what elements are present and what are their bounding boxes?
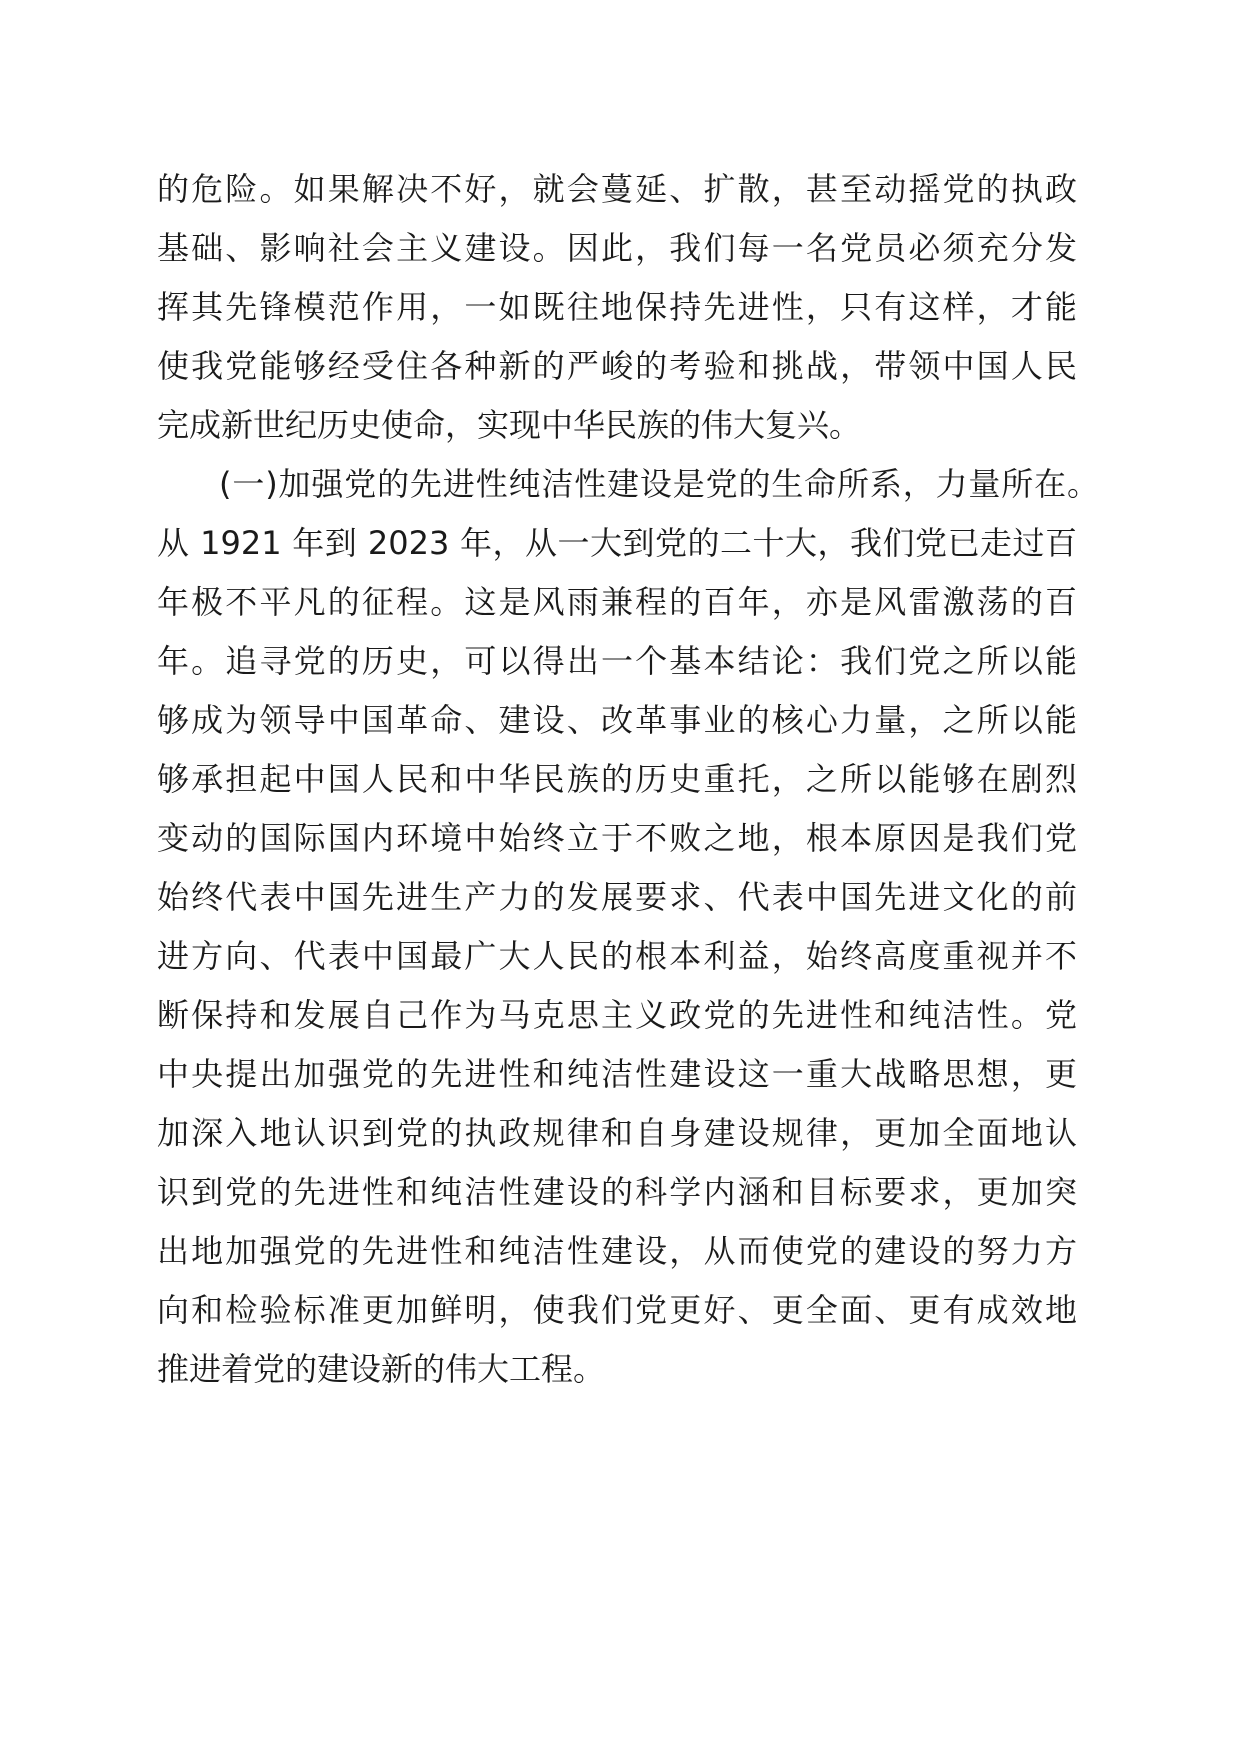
text-line: 断保持和发展自己作为马克思主义政党的先进性和纯洁性。党 xyxy=(157,996,1077,1034)
text-line: 够承担起中国人民和中华民族的历史重托，之所以能够在剧烈 xyxy=(157,760,1077,798)
text-line: 始终代表中国先进生产力的发展要求、代表中国先进文化的前 xyxy=(157,878,1077,916)
text-line: 挥其先锋模范作用，一如既往地保持先进性，只有这样，才能 xyxy=(157,288,1077,326)
section-heading-line: (一)加强党的先进性纯洁性建设是党的生命所系，力量所在。 xyxy=(219,465,1099,503)
text-line: 完成新世纪历史使命，实现中华民族的伟大复兴。 xyxy=(157,406,862,444)
text-line: 识到党的先进性和纯洁性建设的科学内涵和目标要求，更加突 xyxy=(157,1173,1077,1211)
text-line: 加深入地认识到党的执政规律和自身建设规律，更加全面地认 xyxy=(157,1114,1077,1152)
text-line: 向和检验标准更加鲜明，使我们党更好、更全面、更有成效地 xyxy=(157,1291,1077,1329)
text-line: 够成为领导中国革命、建设、改革事业的核心力量，之所以能 xyxy=(157,701,1077,739)
text-line: 使我党能够经受住各种新的严峻的考验和挑战，带领中国人民 xyxy=(157,347,1077,385)
text-line: 进方向、代表中国最广大人民的根本利益，始终高度重视并不 xyxy=(157,937,1077,975)
text-line: 基础、影响社会主义建设。因此，我们每一名党员必须充分发 xyxy=(157,229,1077,267)
text-line: 推进着党的建设新的伟大工程。 xyxy=(157,1350,606,1388)
text-line: 中央提出加强党的先进性和纯洁性建设这一重大战略思想，更 xyxy=(157,1055,1077,1093)
text-line: 的危险。如果解决不好，就会蔓延、扩散，甚至动摇党的执政 xyxy=(157,170,1077,208)
text-line: 出地加强党的先进性和纯洁性建设，从而使党的建设的努力方 xyxy=(157,1232,1077,1270)
text-line: 变动的国际国内环境中始终立于不败之地，根本原因是我们党 xyxy=(157,819,1077,857)
text-line: 从 1921 年到 2023 年，从一大到党的二十大，我们党已走过百 xyxy=(157,524,1077,562)
text-line: 年极不平凡的征程。这是风雨兼程的百年，亦是风雷激荡的百 xyxy=(157,583,1077,621)
text-line: 年。追寻党的历史，可以得出一个基本结论：我们党之所以能 xyxy=(157,642,1077,680)
